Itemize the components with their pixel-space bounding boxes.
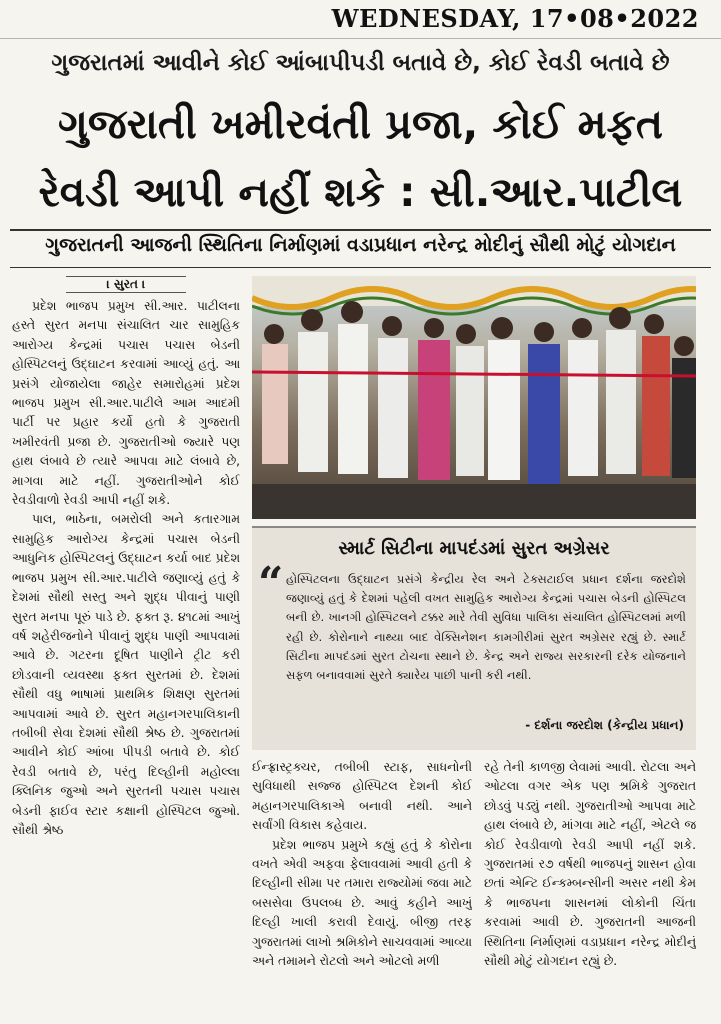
article-paragraph: રહે તેની કાળજી લેવામાં આવી. રોટલા અને ઓટલા વગર એક પણ શ્રમિકે ગુજરાત છોડવું પડ્યું નથી. ગુજરાતીઓ આપવા માટે હાથ લંબાવે છે, માંગવા માટે નહીં, એટલે જ કોઈ રેવડીવાળો રેવડી આપી નહીં શકે. ગુજરાતમાં ર૭ વર્ષથી ભાજપનું શાસન હોવા છતાં એન્ટિ ઈન્કમ્બન્સીની અસર નથી કેમ કે ભાજપના શાસનમાં લોકોની ચિંતા કરવામાં આવી છે. ગુજરાતની આજની સ્થિતિના નિર્માણમાં વડાપ્રધાન નરેન્દ્ર મોદીનું સૌથી મોટું યોગદાન રહ્યું છે. (484, 760, 696, 969)
dateline-bar (0, 0, 721, 39)
sidebar-box (252, 526, 696, 750)
subhead-bar (10, 229, 711, 268)
subhead: ગુજરાતની આજની સ્થિતિના નિર્માણમાં વડાપ્રધાન નરેન્દ્ર મોદીનું સૌથી મોટું યોગદાન (45, 234, 676, 256)
byline-city: । સુરત । (66, 276, 186, 293)
floor (252, 484, 696, 519)
article-paragraph: પાલ, ભાઠેના, બમરોલી અને કતારગામ સામુહિક આરોગ્ય કેન્દ્રમાં પચાસ બેડની આધુનિક હોસ્પિટલનું ઉદ્ઘાટન કર્યા બાદ પ્રદેશ ભાજપ પ્રમુખ સી.આર.પાટીલે જણાવ્યું હતું કે દેશમાં સૌથી સસ્તુ અને શુદ્ધ પીવાનું પાણી સુરત મનપા પૂરું પાડે છે. ફક્ત રૂ. ૪૧૮માં આખું વર્ષ શહેરીજનોને પીવાનું શુદ્ધ પાણી આપવામાં આવે છે. ગટરના દૂષિત પાણીને ટ્રીટ કરી છોડવાની વ્યવસ્થા ફક્ત સુરતમાં છે. દેશમાં સૌથી વધુ ભાષામાં પ્રાથમિક શિક્ષણ સુરતમાં આપવામાં આવે છે. સુરત મહાનગરપાલિકાની તબીબી સેવા દેશમાં સૌથી શ્રેષ્ઠ છે. ગુજરાતમાં આવીને કોઈ આંબા પીપડી બતાવે છે. કોઈ રેવડી બતાવે છે, પરંતુ દિલ્હીની મહોલ્લા ક્લિનિક જુઓ અને સુરતની પચાસ પચાસ બેડની ફાઈવ સ્ટાર કક્ષાની હોસ્પિટલ જુઓ. સૌથી શ્રેષ્ઠ (12, 512, 240, 837)
inauguration-photo (252, 276, 696, 519)
kicker-headline: ગુજરાતમાં આવીને કોઈ આંબાપીપડી બતાવે છે, કોઈ રેવડી બતાવે છે (51, 50, 670, 76)
box-signature: - દર્શના જરદોશ (કેન્દ્રીય પ્રધાન) (525, 718, 684, 732)
publication-date: WEDNESDAY, 17•08•2022 (331, 4, 699, 33)
crowd-bodies (262, 324, 696, 484)
article-column-right (484, 758, 696, 1016)
article-column-middle (252, 758, 472, 1016)
box-title: સ્માર્ટ સિટીના માપદંડમાં સુરત અગ્રેસર (338, 538, 610, 559)
article-paragraph: પ્રદેશ ભાજપ પ્રમુખ સી.આર. પાટીલના હસ્તે સુરત મનપા સંચાલિત ચાર સામુહિક આરોગ્ય કેન્દ્રમાં પચાસ પચાસ બેડની હોસ્પિટલનું ઉદ્ઘાટન કરવામાં આવ્યું હતું. આ પ્રસંગે યોજાયેલા જાહેર સમારોહમાં પ્રદેશ ભાજપ પ્રમુખ સી.આર.પાટીલે આમ આદમી પાર્ટી પર પ્રહાર કર્યો હતો કે ગુજરાતી ખમીરવંતી પ્રજા છે. ગુજરાતીઓ જ્યારે પણ હાથ લંબાવે છે ત્યારે આપવા માટે લંબાવે છે, માગવા માટે નહીં. ગુજરાતીઓને કોઈ રેવડીવાળો રેવડી આપી નહીં શકે. (12, 299, 240, 508)
article-paragraph: પ્રદેશ ભાજપ પ્રમુખે કહ્યું હતું કે કોરોના વખતે એવી અફવા ફેલાવવામાં આવી હતી કે દિલ્હીની સીમા પર તમારા રાજ્યોમાં જવા માટે બસસેવા ઉપલબ્ધ છે. આવું કહીને આખું દિલ્હી ખાલી કરાવી દેવાયું. બીજી તરફ ગુજરાતમાં લાખો શ્રમિકોને સાચવવામાં આવ્યા અને તમામને રોટલો અને ઓટલો મળી (252, 837, 472, 969)
main-headline-line-1: ગુજરાતી ખમીરવંતી પ્રજા, કોઈ મફત (57, 100, 664, 148)
article-paragraph: ઈન્ફ્રાસ્ટ્રક્ચર, તબીબી સ્ટાફ, સાધનોની સુવિધાથી સજ્જ હોસ્પિટલ દેશની કોઈ મહાનગરપાલિકાએ બનાવી નથી. આને સર્વાંગી વિકાસ કહેવાય. (252, 760, 472, 833)
main-headline-line-2: રેવડી આપી નહીં શકે : સી.આર.પાટીલ (38, 168, 683, 216)
article-column-left (12, 276, 240, 1016)
article-body-left (12, 297, 240, 840)
box-text: હોસ્પિટલના ઉદ્ઘાટન પ્રસંગે કેન્દ્રીય રેલ અને ટેક્સટાઈલ પ્રધાન દર્શના જરદોશે જણાવ્યું હતું કે દેશમાં પહેલી વખત સામુહિક આરોગ્ય કેન્દ્રમાં પચાસ બેડની હોસ્પિટલ બની છે. ખાનગી હોસ્પિટલને ટક્કર મારે તેવી સુવિધા પાલિકા સંચાલિત હોસ્પિટલમાં મળી રહી છે. કોરોનાને નાથ્યા બાદ વેક્સિનેશન કામગીરીમાં સુરત અગ્રેસર રહ્યું છે. સ્માર્ટ સિટીના માપદંડમાં સુરત ટોચના સ્થાને છે. કેન્દ્ર અને રાજ્ય સરકારની દરેક યોજનાને સફળ બનાવવામાં સુરતે ક્યારેય પાછી પાની કરી નથી. (286, 572, 686, 683)
article-body-right (484, 758, 696, 971)
quote-icon: “ (258, 558, 284, 609)
photo-illustration (252, 276, 696, 519)
article-body-middle (252, 758, 472, 971)
